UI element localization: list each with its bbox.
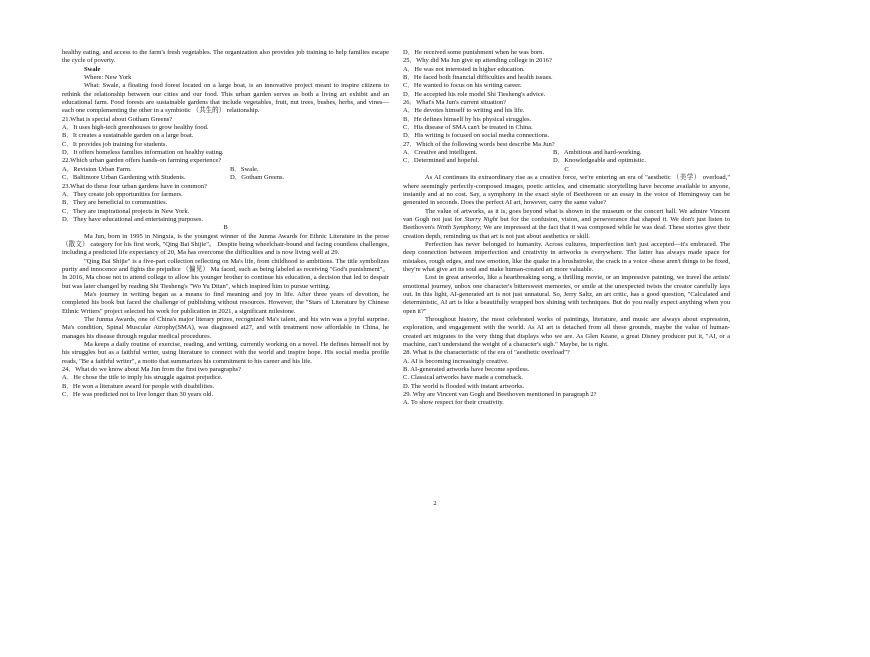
passage-c-paragraph-1: As AI continues its extraordinary rise as a creative force, we're entering an era of "aesthetic （美学） overload," where seemingly perfectly-composed images, poetic articles, and cinematic storytelling have become available to anyone, instantly and at no cost. Say, a symphony in the exact style of Beethoven or an essay in the voice of Hemingway can be generated in seconds. Does the perfect AI art, however, carry the same value?: [403, 174, 730, 207]
q26-option-b: B．He defines himself by his physical struggles.: [403, 115, 532, 123]
passage-c-paragraph-4: Lost in great artworks, like a heartbreaking song, a thrilling movie, or an impressive painting, we travel the artists' emotional journey, unbox one character's bittersweet memories, or smile at the unexpected twists the creator carefully lays out. In this light, AI-generated art is not just unnatural. So, Jerry Saltz, an art critic, has a good question, "Calculated and deterministic, AI art is like a beautifully wrapped box shining with techniques. But do you really expect anything when you open it?": [403, 274, 730, 315]
question-29: 29. Why are Vincent van Gogh and Beethoven mentioned in paragraph 2?: [403, 391, 597, 399]
q28-option-c: C. Classical artworks have made a comeback.: [403, 374, 523, 382]
q27-option-d: D．Knowledgeable and optimistic.: [553, 157, 646, 165]
q21-option-d: D．It offers homeless families information on healthy eating.: [62, 149, 224, 157]
q28-option-d: D. The world is flooded with instant artworks.: [403, 382, 525, 390]
q25-option-b: B．He faced both financial difficulties and health issues.: [403, 74, 553, 82]
starry-night-title: Starry Night: [464, 215, 498, 223]
passage-c-p2-part-1: The value of artworks, as it is, goes beyond what is shown in the museum or the concert hall. We admire Vincent van Gogh not just for: [403, 207, 730, 223]
q24-option-b: B．He won a literature award for people with disabilities.: [62, 382, 215, 390]
q22-option-a: A．Revision Urban Farm.: [62, 165, 132, 173]
passage-c-p2-part-3: ; We are impressed at the fact that it was composed while he was deaf. These stories give their creation depth, reminding us that art is not just about aesthetics or skill.: [403, 224, 730, 240]
q23-option-a: A．They create job opportunities for farmers.: [62, 190, 183, 198]
q22-option-b: B．Swale.: [230, 165, 259, 173]
q26-option-a: A．He devotes himself to writing and his life.: [403, 107, 525, 115]
q22-options-row-2: [62, 174, 389, 182]
passage-c-paragraph-5: Throughout history, the most celebrated works of paintings, literature, and music are always about expression, exploration, and engagement with the world. As AI art is detached from all these grounds, maybe the value of human-created art migrates to the very thing that displays who we are. As Glen Keane, a great Disney producer put it, "AI, or a machine, can't understand the weight of a character's sigh." Maybe, he is right.: [403, 316, 730, 349]
left-column: [62, 49, 389, 399]
passage-b-paragraph-5: Ma keeps a daily routine of exercise, reading, and writing, currently working on a novel. He defines himself not by his struggles but as a faithful writer, using literature to connect with the world and inspire hope. His social media profile reads, "Be a faithful writer", a motto that summarizes his commitment to his career and his life.: [62, 341, 389, 365]
intro-continuation: healthy eating, and access to the farm's fresh vegetables. The organization also provides job training to help families escape the cycle of poverty.: [62, 49, 389, 65]
q21-option-c: C．It provides job training for students.: [62, 140, 168, 148]
passage-b-paragraph-3: Ma's journey in writing began as a means to find meaning and joy in life. After three years of devotion, he completed his book but faced the challenge of publishing without resources. However, the "Stars of Literature by Chinese Ethnic Writers" project selected his work for publication in 2021, a significant milestone.: [62, 290, 389, 315]
section-b-heading: B: [223, 224, 228, 232]
q24-option-c: C．He was predicted not to live longer than 30 years old.: [62, 391, 214, 399]
q26-option-c: C．His disease of SMA can't be treated in China.: [403, 124, 533, 132]
question-25: 25．Why did Ma Jun give up attending college in 2016?: [403, 57, 552, 65]
ninth-symphony-title: Ninth Symphony: [436, 224, 480, 232]
section-c-heading: C: [564, 165, 569, 173]
q22-option-c: C．Baltimore Urban Gardening with Students.: [62, 174, 186, 182]
passage-b-paragraph-4: The Junma Awards, one of China's major literary prizes, recognized Ma's talent, and his win was a joyful surprise. Ma's condition, Spinal Muscular Atrophy(SMA), was diagnosed at27, and with treatment now affordable in China, he manages his disease through regular medical procedures.: [62, 316, 389, 340]
question-22: 22.Which urban garden offers hands-on farming experience?: [62, 157, 222, 165]
q22-options-row-1: [62, 166, 389, 174]
question-28: 28. What is the characteristic of the era of "aesthetic overload"?: [403, 349, 570, 357]
right-column: [403, 49, 730, 408]
question-26: 26．What's Ma Jun's current situation?: [403, 99, 507, 107]
q24-option-d: D．He received some punishment when he was born.: [403, 49, 545, 56]
q25-option-a: A．He was not interested in higher education.: [403, 65, 525, 73]
passage-c-paragraph-3: Perfection has never belonged to humanity. Across cultures, imperfection isn't just accepted—it's embraced. The deep connection between imperfection and creativity in artworks is everywhere. The latter has always made space for mistakes, rough edges, and raw emotion, like the quake in a brushstroke, the crack in a voice -these aren't things to be fixed, they're what give art its soul and make human-created art more valuable.: [403, 240, 730, 273]
q25-option-c: C．He wanted to focus on his writing career.: [403, 82, 522, 90]
q26-option-d: D．His writing is focused on social media connections.: [403, 132, 550, 140]
passage-b-paragraph-1: Ma Jun, born in 1995 in Ningxia, is the youngest winner of the Junma Awards for Ethnic Literature in the prose （散文） category for his first work, "Qing Bai Shijie"。 Despite being wheelchair-bound and facing countless challenges, including a predicted life expectancy of 20, Ma has overcome the difficulties and is now living well at 29.: [62, 232, 389, 257]
q27-option-a: A．Creative and intelligent.: [403, 149, 478, 157]
q29-option-a: A. To show respect for their creativity.: [403, 399, 504, 407]
q24-option-a: A．He chose the title to imply his struggle against prejudice.: [62, 374, 223, 382]
passage-c-paragraph-2: [403, 208, 730, 241]
swale-heading: Swale: [84, 65, 101, 73]
question-23: 23.What do these four urban gardens have in common?: [62, 182, 207, 190]
q27-options-row-2: [403, 157, 730, 165]
swale-where: Where: New York: [84, 74, 132, 82]
q23-option-c: C．They are inspirational projects in New York.: [62, 207, 190, 215]
q21-option-a: A．It uses high-tech greenhouses to grow healthy food.: [62, 124, 209, 132]
q28-option-b: B. AI-generated artworks have become spotless.: [403, 366, 530, 374]
question-24: 24．What do we know about Ma Jun from the first two paragraphs?: [62, 366, 242, 374]
q28-option-a: A. AI is becoming increasingly creative.: [403, 357, 509, 365]
page-number: 2: [433, 500, 437, 507]
passage-b-paragraph-2: "Qing Bai Shijie" is a five-part collection reflecting on Ma's life, from childhood to ambitions. The title symbolizes purity and innocence and fights the prejudice （偏见） Ma faced, such as being labeled as receiving "God's punishment"。 In 2016, Ma chose not to attend college to allow his younger brother to continue his education, a decision that led to despair but was later changed by reading Shi Tiesheng's "Wo Yu Ditan", which inspired him to pursue writing.: [62, 257, 389, 290]
question-27: 27．Which of the following words best describe Ma Jun?: [403, 140, 555, 148]
passage-c-p2-part-2: but for the confusion, vision, and perseverance that shaped it. We don't just listen to Beethoven's: [403, 215, 730, 232]
q25-option-d: D．He accepted his role model Shi Tiesheng's advice.: [403, 90, 546, 98]
question-21: 21.What is special about Gotham Greens?: [62, 115, 173, 123]
q27-options-row-1: [403, 149, 730, 157]
q23-option-d: D．They have educational and entertaining purposes.: [62, 215, 204, 223]
q27-option-c: C．Determined and hopeful.: [403, 157, 480, 165]
q23-option-b: B．They are beneficial to communities.: [62, 199, 168, 207]
q27-option-b: B．Ambitious and hard-working.: [553, 149, 642, 157]
swale-what: What: Swale, a floating food forest located on a large boat, is an innovative project meant to inspire citizens to rethink the relationship between our cities and our food. This urban garden serves as both a living art exhibit and an educational farm. Food forests are sustainable gardens that include vegetables, fruit, nut trees, bushes, herbs, and vines—each one complementing the other in a symbiotic （共生的） relationship.: [62, 82, 389, 115]
q21-option-b: B．It creates a sustainable garden on a large boat.: [62, 132, 194, 140]
q22-option-d: D．Gotham Greens.: [230, 174, 285, 182]
